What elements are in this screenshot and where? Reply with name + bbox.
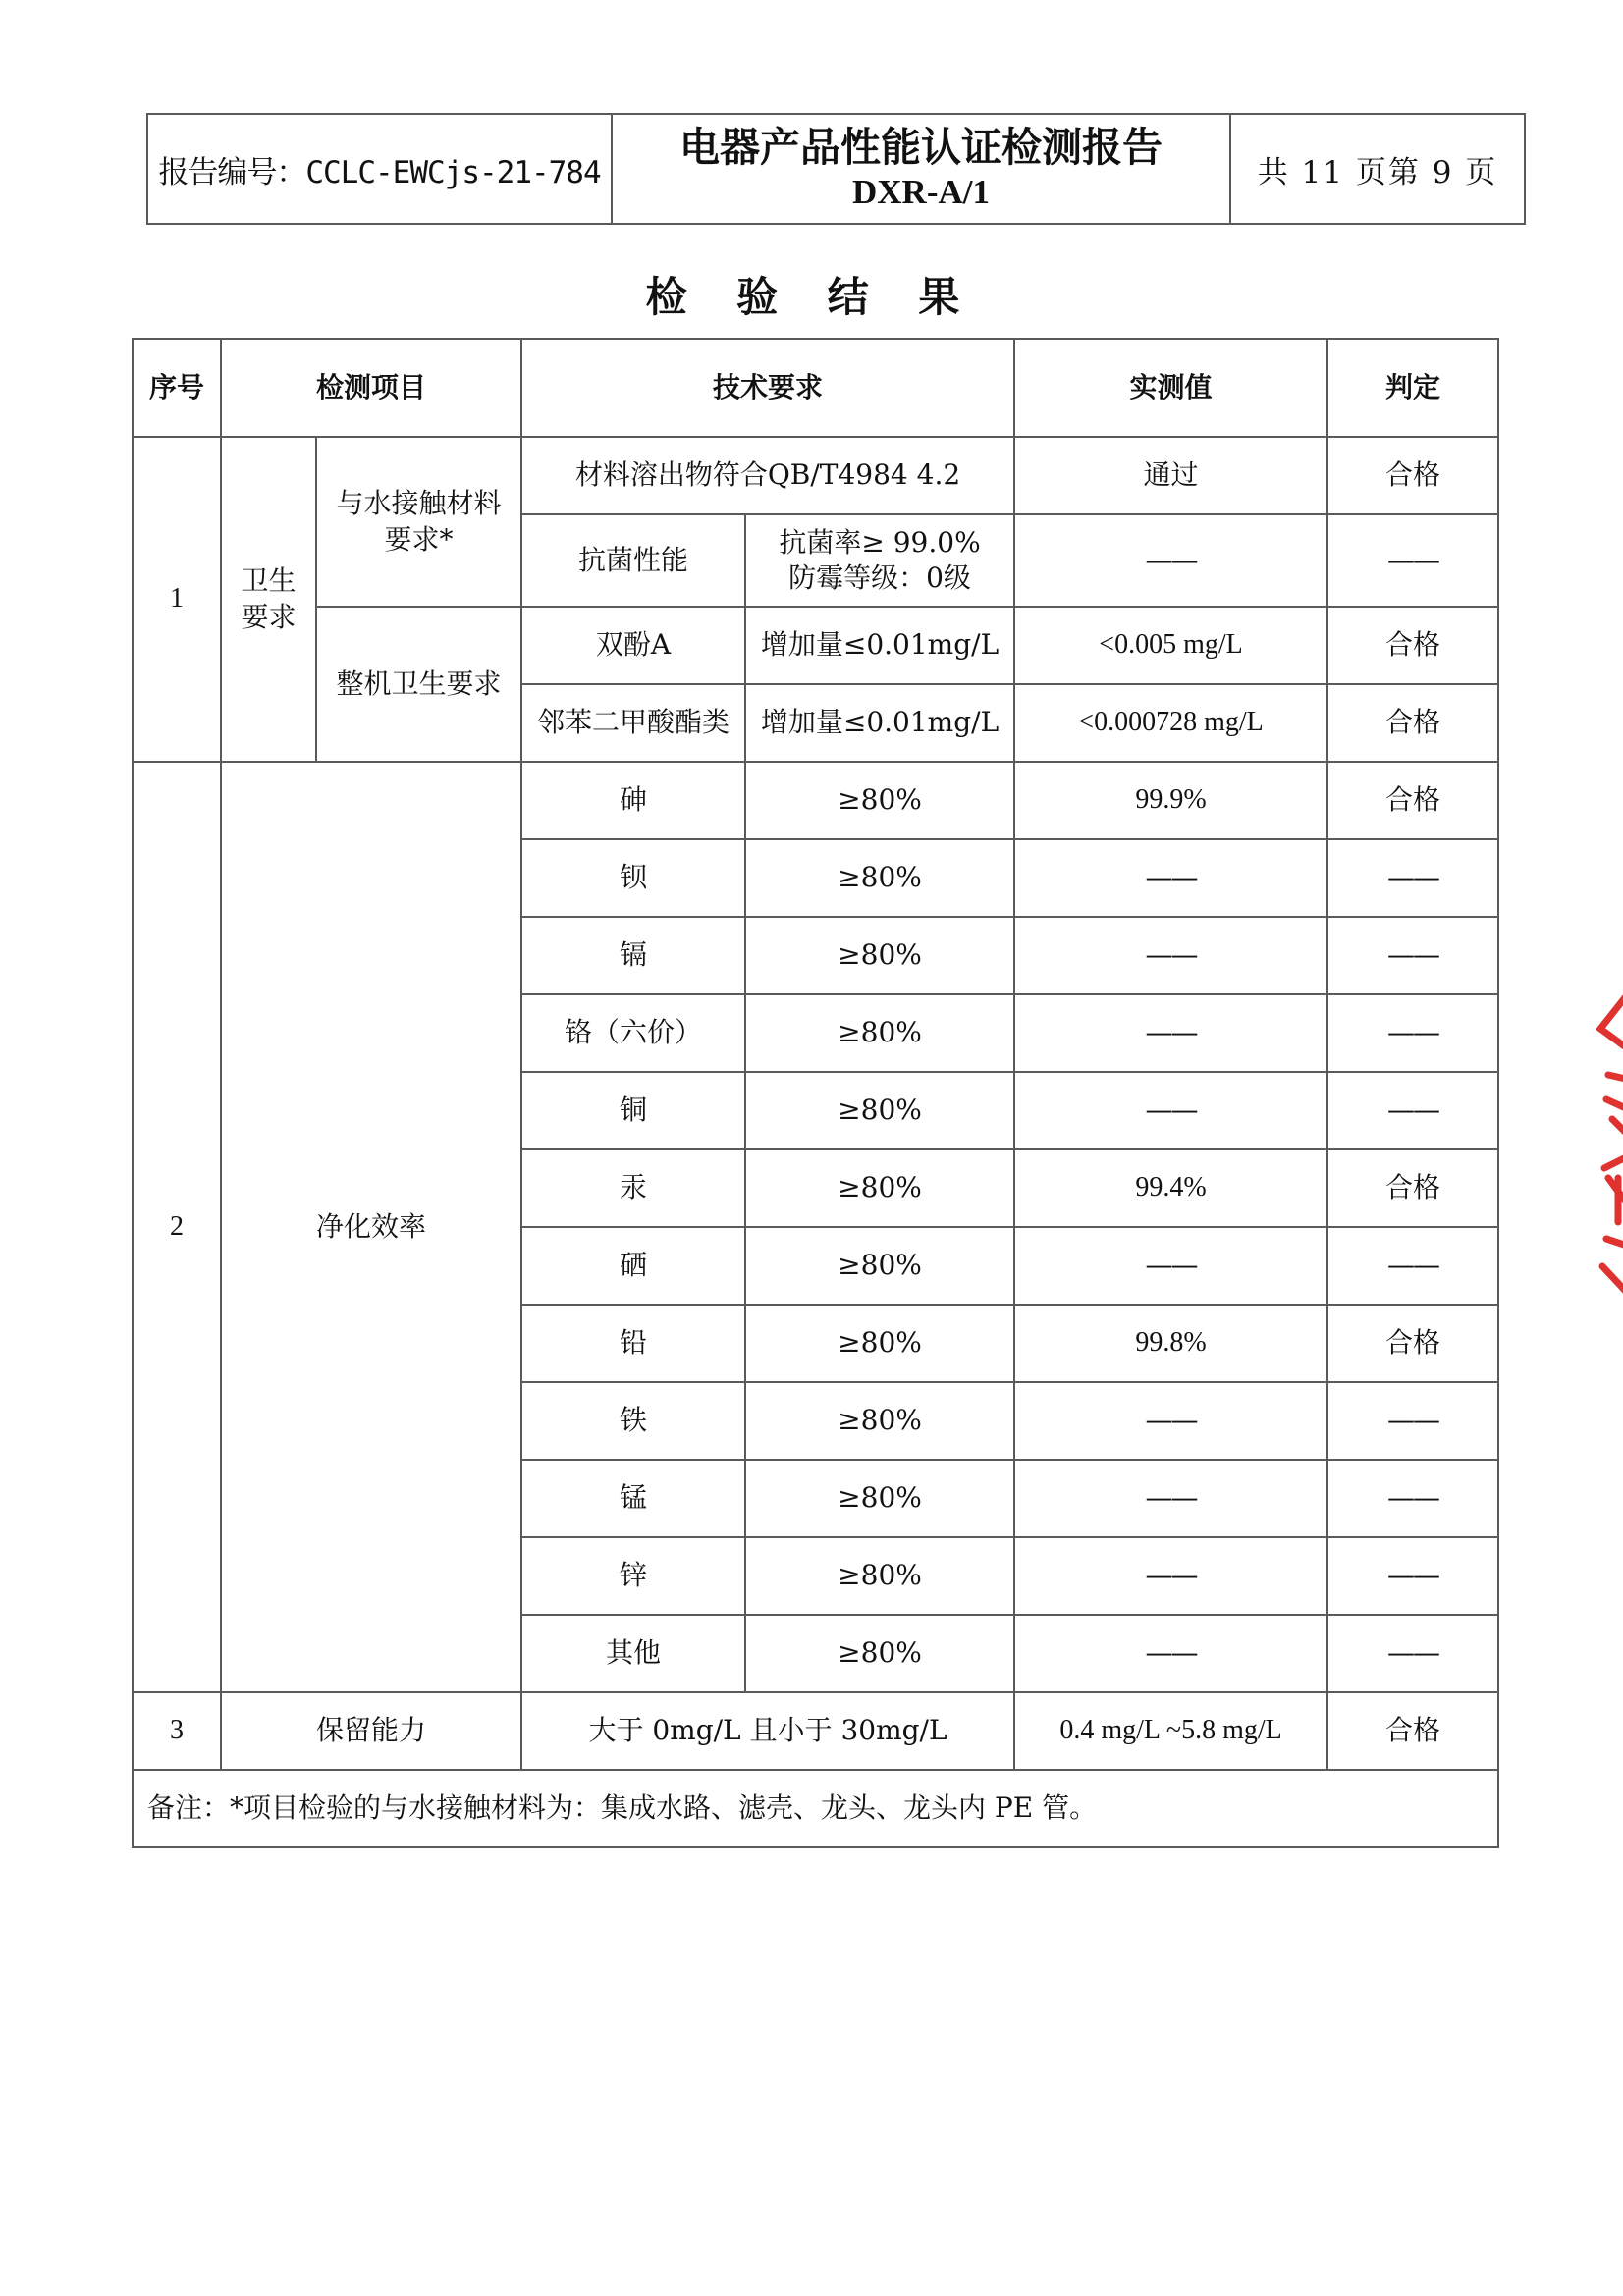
measured-value: 0.4 mg/L ~5.8 mg/L xyxy=(1014,1692,1327,1770)
requirement-cell: ≥80% xyxy=(745,839,1014,917)
measured-value: 99.9% xyxy=(1014,762,1327,839)
requirement-cell: ≥80% xyxy=(745,1305,1014,1382)
table-row xyxy=(133,437,1498,514)
item-cell: 其他 xyxy=(521,1615,745,1692)
requirement-line: 抗菌率≥ 99.0% xyxy=(779,525,981,559)
verdict: —— xyxy=(1327,1227,1498,1305)
item-cell: 砷 xyxy=(521,762,745,839)
item-cell: 铅 xyxy=(521,1305,745,1382)
verdict: 合格 xyxy=(1327,1692,1498,1770)
verdict: 合格 xyxy=(1327,684,1498,762)
verdict: —— xyxy=(1327,1537,1498,1615)
results-table xyxy=(132,338,1499,1848)
measured-value: —— xyxy=(1014,1072,1327,1149)
measured-value: —— xyxy=(1014,1537,1327,1615)
table-row xyxy=(133,607,1498,684)
verdict: 合格 xyxy=(1327,437,1498,514)
measured-value: <0.005 mg/L xyxy=(1014,607,1327,684)
item-cell: 硒 xyxy=(521,1227,745,1305)
row-number: 3 xyxy=(133,1692,221,1770)
verdict: —— xyxy=(1327,1615,1498,1692)
category-label: 保留能力 xyxy=(221,1692,521,1770)
requirement-cell xyxy=(745,514,1014,607)
requirement-cell: ≥80% xyxy=(745,1382,1014,1460)
requirement-cell: ≥80% xyxy=(745,1149,1014,1227)
requirement-cell: 大于 0mg/L 且小于 30mg/L xyxy=(521,1692,1014,1770)
item-cell: 抗菌性能 xyxy=(521,514,745,607)
requirement-cell: 增加量≤0.01mg/L xyxy=(745,607,1014,684)
requirement-cell: ≥80% xyxy=(745,1537,1014,1615)
verdict: —— xyxy=(1327,1072,1498,1149)
verdict: —— xyxy=(1327,917,1498,994)
col-header-no: 序号 xyxy=(133,339,221,437)
requirement-cell: ≥80% xyxy=(745,1227,1014,1305)
report-number: 报告编号：CCLC-EWCjs-21-784 xyxy=(147,114,612,224)
page-info: 共 11 页第 9 页 xyxy=(1230,114,1525,224)
measured-value: —— xyxy=(1014,1460,1327,1537)
report-title-cell xyxy=(612,114,1230,224)
col-header-value: 实测值 xyxy=(1014,339,1327,437)
requirement-cell: ≥80% xyxy=(745,994,1014,1072)
col-header-verdict: 判定 xyxy=(1327,339,1498,437)
row-number: 1 xyxy=(133,437,221,762)
measured-value: —— xyxy=(1014,1227,1327,1305)
measured-value: <0.000728 mg/L xyxy=(1014,684,1327,762)
seal-stroke xyxy=(1606,1075,1623,1139)
seal-stroke xyxy=(1602,1239,1623,1296)
report-title: 电器产品性能认证检测报告 xyxy=(679,124,1163,172)
measured-value: —— xyxy=(1014,839,1327,917)
col-header-item: 检测项目 xyxy=(221,339,521,437)
category-label: 净化效率 xyxy=(221,762,521,1692)
requirement-cell: 材料溶出物符合QB/T4984 4.2 xyxy=(521,437,1014,514)
measured-value: 99.8% xyxy=(1014,1305,1327,1382)
measured-value: —— xyxy=(1014,917,1327,994)
subcategory-label: 整机卫生要求 xyxy=(316,607,521,762)
seal-stroke xyxy=(1604,1158,1623,1222)
item-cell: 铁 xyxy=(521,1382,745,1460)
requirement-cell: ≥80% xyxy=(745,1460,1014,1537)
verdict: —— xyxy=(1327,1460,1498,1537)
item-cell: 邻苯二甲酸酯类 xyxy=(521,684,745,762)
measured-value: —— xyxy=(1014,514,1327,607)
report-header xyxy=(146,113,1526,225)
verdict: —— xyxy=(1327,839,1498,917)
requirement-cell: ≥80% xyxy=(745,762,1014,839)
seal-stroke xyxy=(1600,991,1623,1050)
item-cell: 锌 xyxy=(521,1537,745,1615)
measured-value: —— xyxy=(1014,1382,1327,1460)
measured-value: —— xyxy=(1014,994,1327,1072)
row-number: 2 xyxy=(133,762,221,1692)
category-label: 卫生要求 xyxy=(221,437,316,762)
section-title: 检 验 结 果 xyxy=(645,273,978,321)
table-row xyxy=(133,762,1498,839)
item-cell: 铬（六价） xyxy=(521,994,745,1072)
requirement-cell: ≥80% xyxy=(745,917,1014,994)
item-cell: 锰 xyxy=(521,1460,745,1537)
verdict: 合格 xyxy=(1327,762,1498,839)
item-cell: 铜 xyxy=(521,1072,745,1149)
remark-row xyxy=(133,1770,1498,1847)
remark-text: 备注：*项目检验的与水接触材料为：集成水路、滤壳、龙头、龙头内 PE 管。 xyxy=(133,1770,1498,1847)
subcategory-label: 与水接触材料要求* xyxy=(316,437,521,607)
verdict: —— xyxy=(1327,994,1498,1072)
table-row xyxy=(133,1692,1498,1770)
measured-value: —— xyxy=(1014,1615,1327,1692)
verdict: 合格 xyxy=(1327,607,1498,684)
requirement-line: 防霉等级：0级 xyxy=(788,561,971,594)
official-seal-fragment xyxy=(1579,982,1623,1306)
requirement-cell: ≥80% xyxy=(745,1072,1014,1149)
col-header-requirement: 技术要求 xyxy=(521,339,1014,437)
table-header-row xyxy=(133,339,1498,437)
measured-value: 通过 xyxy=(1014,437,1327,514)
item-cell: 镉 xyxy=(521,917,745,994)
verdict: —— xyxy=(1327,1382,1498,1460)
verdict: 合格 xyxy=(1327,1305,1498,1382)
product-model: DXR-A/1 xyxy=(852,172,990,211)
requirement-cell: 增加量≤0.01mg/L xyxy=(745,684,1014,762)
item-cell: 钡 xyxy=(521,839,745,917)
item-cell: 双酚A xyxy=(521,607,745,684)
measured-value: 99.4% xyxy=(1014,1149,1327,1227)
verdict: —— xyxy=(1327,514,1498,607)
verdict: 合格 xyxy=(1327,1149,1498,1227)
requirement-cell: ≥80% xyxy=(745,1615,1014,1692)
item-cell: 汞 xyxy=(521,1149,745,1227)
